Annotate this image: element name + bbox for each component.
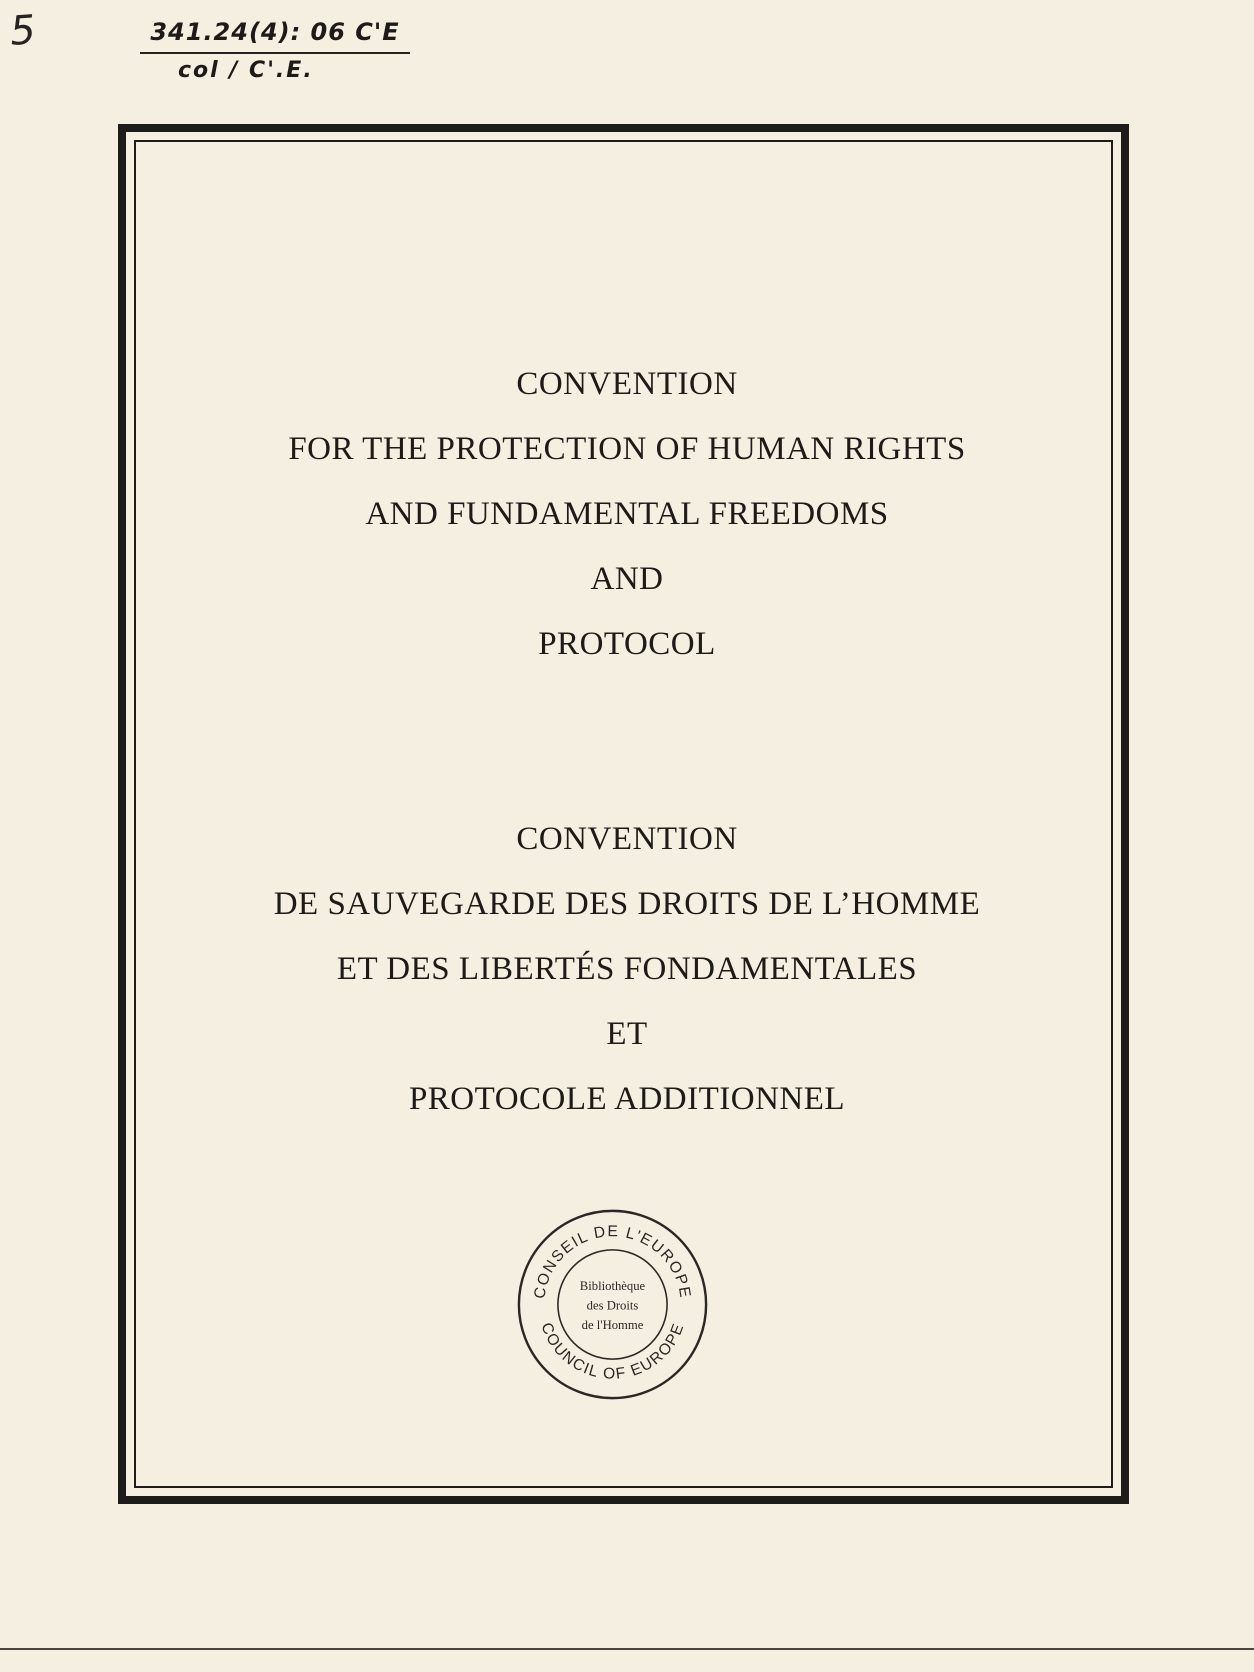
stamp-inner-line-3: de l'Homme: [581, 1317, 644, 1332]
page-number: 5: [8, 7, 38, 55]
english-title-line-2: FOR THE PROTECTION OF HUMAN RIGHTS: [288, 431, 966, 467]
bottom-edge-rule: [0, 1648, 1254, 1650]
french-title-block: [0, 807, 1254, 1132]
stamp-inner-line-1: Bibliothèque: [579, 1278, 646, 1293]
shelfmark-line-2: col / C'.E.: [178, 58, 314, 83]
shelfmark-line-1: 341.24(4): 06 C'E: [140, 18, 410, 54]
french-title-line-3: ET DES LIBERTÉS FONDAMENTALES: [336, 951, 918, 987]
english-title-line-4: AND: [590, 561, 664, 597]
french-title-line-4: ET: [606, 1016, 648, 1052]
french-title-line-1: CONVENTION: [516, 821, 738, 857]
english-title-line-5: PROTOCOL: [538, 626, 716, 662]
stamp-outer-bottom-text: COUNCIL OF EUROPE: [537, 1320, 688, 1383]
french-title-line-5: PROTOCOLE ADDITIONNEL: [408, 1081, 846, 1117]
english-title-block: [0, 352, 1254, 677]
stamp-inner-line-2: des Droits: [586, 1298, 639, 1313]
french-title-line-2: DE SAUVEGARDE DES DROITS DE L’HOMME: [273, 886, 981, 922]
english-title-line-1: CONVENTION: [516, 366, 738, 402]
stamp-outer-top-text: CONSEIL DE L'EUROPE: [531, 1223, 694, 1300]
shelfmark-annotation: [140, 18, 410, 83]
library-stamp: [515, 1207, 710, 1402]
english-title-line-3: AND FUNDAMENTAL FREEDOMS: [365, 496, 889, 532]
